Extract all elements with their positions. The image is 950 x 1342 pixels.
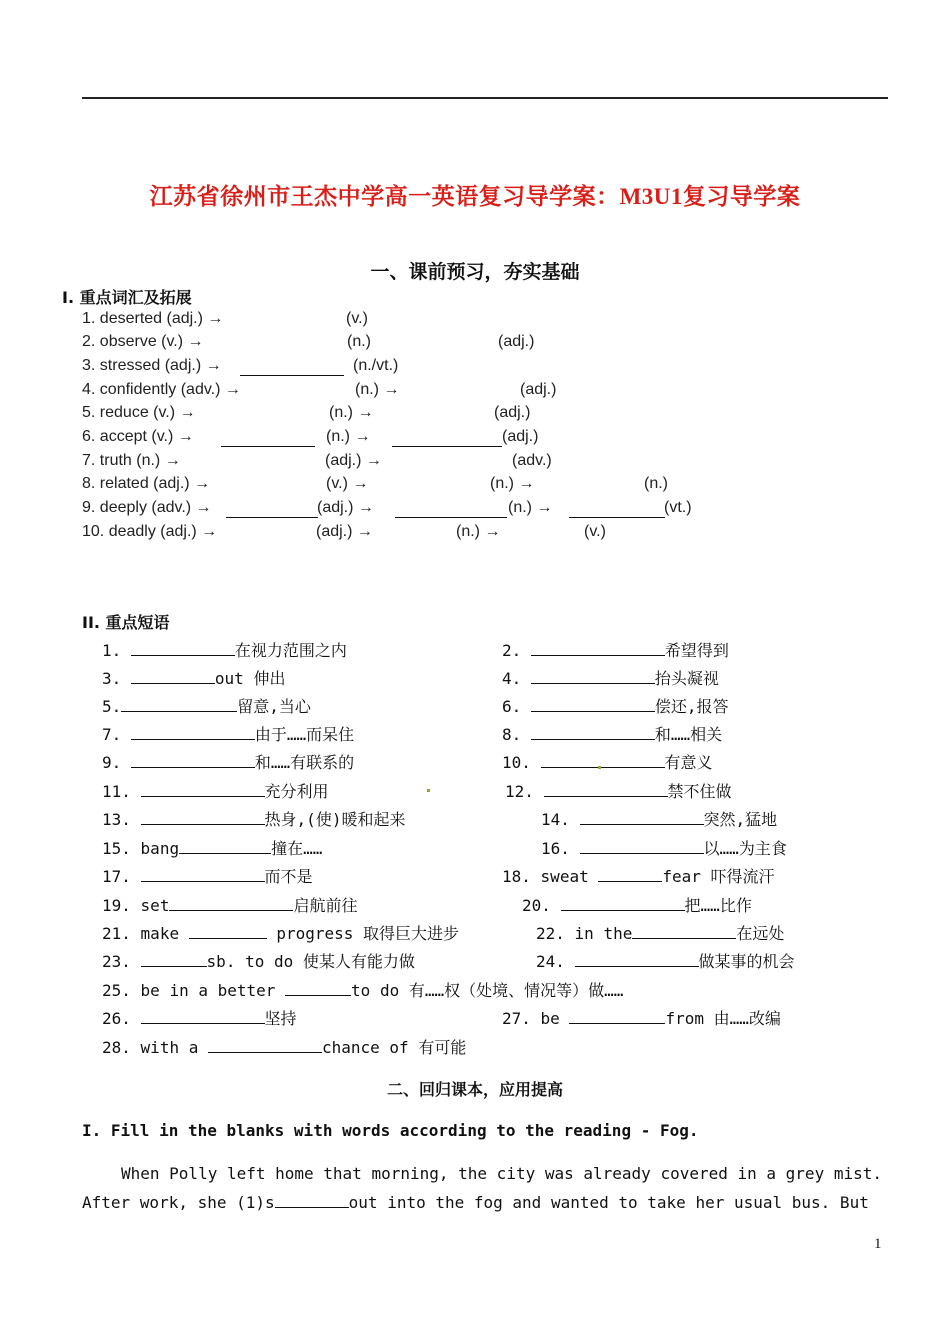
vocab-item-5: 5. reduce (v.) →: [82, 404, 196, 421]
phrase-item-6: 6. 偿还,报答: [502, 697, 729, 716]
vocab-item-8-pos3: (n.): [644, 475, 668, 492]
vocab-item-3-pos: (n./vt.): [353, 357, 399, 374]
phrase-blank[interactable]: [598, 866, 662, 882]
vocab-item-6-pos2: (adj.): [502, 428, 539, 445]
reading-instruction: I. Fill in the blanks with words according to the reading - Fog.: [82, 1121, 699, 1140]
vocab-item-4-pos1: (n.) →: [355, 381, 400, 398]
phrase-blank[interactable]: [632, 923, 736, 939]
phrase-blank[interactable]: [141, 866, 265, 882]
phrase-blank[interactable]: [208, 1037, 322, 1053]
phrase-blank[interactable]: [169, 895, 293, 911]
phrase-item-27: 27. be from 由……改编: [502, 1009, 781, 1028]
phrase-item-25: 25. be in a better to do 有……权（处境、情况等）做……: [102, 981, 624, 1000]
phrase-blank[interactable]: [531, 724, 655, 740]
vocab-blank-9c[interactable]: [569, 502, 665, 518]
page-number: 1: [874, 1236, 882, 1252]
vocab-heading: I. 重点词汇及拓展: [62, 288, 192, 307]
phrase-blank[interactable]: [131, 752, 255, 768]
vocab-item-1: 1. deserted (adj.) →: [82, 310, 224, 327]
phrase-blank[interactable]: [569, 1008, 665, 1024]
phrase-item-22: 22. in the 在远处: [536, 924, 785, 943]
phrase-blank[interactable]: [544, 781, 668, 797]
vocab-item-2-pos2: (adj.): [498, 333, 535, 350]
vocab-item-9: 9. deeply (adv.) →: [82, 499, 212, 516]
vocab-item-7-pos2: (adv.): [512, 452, 552, 469]
phrase-blank[interactable]: [141, 781, 265, 797]
vocab-blank-6b[interactable]: [392, 431, 502, 447]
phrase-blank[interactable]: [580, 809, 704, 825]
vocab-blank-6a[interactable]: [221, 431, 315, 447]
vocab-blank-9a[interactable]: [226, 502, 318, 518]
phrase-item-12: 12. 禁不住做: [505, 782, 732, 801]
phrase-item-15: 15. bang 撞在……: [102, 839, 323, 858]
phrase-item-16: 16. 以……为主食: [541, 839, 787, 858]
phrase-blank[interactable]: [131, 724, 255, 740]
phrase-blank[interactable]: [285, 980, 351, 996]
vocab-item-7: 7. truth (n.) →: [82, 452, 181, 469]
phrase-item-18: 18. sweat fear 吓得流汗: [502, 867, 775, 886]
vocab-item-6: 6. accept (v.) →: [82, 428, 194, 445]
phrase-item-26: 26. 坚持: [102, 1009, 297, 1028]
phrase-blank[interactable]: [541, 752, 665, 768]
phrase-item-23: 23. sb. to do 使某人有能力做: [102, 952, 415, 971]
vocab-item-1-pos: (v.): [346, 310, 368, 327]
vocab-item-9-pos3: (vt.): [664, 499, 692, 516]
vocab-item-5-pos1: (n.) →: [329, 404, 374, 421]
phrase-blank[interactable]: [561, 895, 685, 911]
phrase-item-10: 10. 有意义: [502, 753, 713, 772]
vocab-item-10-pos1: (adj.) →: [316, 523, 373, 540]
section-heading-review: 二、回归课本，应用提高: [386, 1080, 563, 1099]
phrase-item-11: 11. 充分利用: [102, 782, 329, 801]
phrase-blank[interactable]: [189, 923, 267, 939]
phrase-item-14: 14. 突然,猛地: [541, 810, 778, 829]
section-heading-preview: 一、课前预习，夯实基础: [370, 261, 580, 283]
phrase-item-13: 13. 热身,(使)暖和起来: [102, 810, 406, 829]
phrase-blank[interactable]: [531, 640, 665, 656]
phrase-item-24: 24. 做某事的机会: [536, 952, 795, 971]
phrase-item-5: 5. 留意,当心: [102, 697, 311, 716]
phrase-item-3: 3. out 伸出: [102, 669, 286, 688]
vocab-item-9-pos2: (n.) →: [508, 499, 553, 516]
phrase-blank[interactable]: [575, 951, 699, 967]
vocab-item-8-pos2: (n.) →: [490, 475, 535, 492]
vocab-item-2-pos1: (n.): [347, 333, 371, 350]
vocab-item-10: 10. deadly (adj.) →: [82, 523, 218, 540]
header-rule: [82, 97, 888, 99]
vocab-item-8: 8. related (adj.) →: [82, 475, 211, 492]
phrase-item-17: 17. 而不是: [102, 867, 313, 886]
stray-mark: [427, 789, 430, 792]
vocab-item-5-pos2: (adj.): [494, 404, 531, 421]
vocab-blank-3a[interactable]: [240, 360, 344, 376]
phrase-item-1: 1. 在视力范围之内: [102, 641, 347, 660]
phrase-item-2: 2. 希望得到: [502, 641, 729, 660]
phrase-item-8: 8. 和……相关: [502, 725, 723, 744]
phrase-blank[interactable]: [179, 838, 271, 854]
vocab-item-4: 4. confidently (adv.) →: [82, 381, 241, 398]
phrase-blank[interactable]: [531, 696, 655, 712]
phrase-item-21: 21. make progress 取得巨大进步: [102, 924, 460, 943]
phrase-item-7: 7. 由于……而呆住: [102, 725, 355, 744]
phrase-blank[interactable]: [580, 838, 704, 854]
vocab-item-10-pos3: (v.): [584, 523, 606, 540]
vocab-item-6-pos1: (n.) →: [326, 428, 371, 445]
stray-mark: [598, 766, 601, 769]
vocab-item-2: 2. observe (v.) →: [82, 333, 204, 350]
phrase-blank[interactable]: [141, 809, 265, 825]
phrase-blank[interactable]: [121, 696, 237, 712]
phrase-blank[interactable]: [131, 668, 215, 684]
vocab-item-10-pos2: (n.) →: [456, 523, 501, 540]
document-title: 江苏省徐州市王杰中学高一英语复习导学案：M3U1复习导学案: [149, 184, 801, 209]
phrase-blank[interactable]: [531, 668, 655, 684]
phrase-item-9: 9. 和……有联系的: [102, 753, 355, 772]
vocab-blank-9b[interactable]: [395, 502, 507, 518]
phrases-heading: II. 重点短语: [82, 613, 170, 632]
vocab-item-7-pos1: (adj.) →: [325, 452, 382, 469]
vocab-item-4-pos2: (adj.): [520, 381, 557, 398]
reading-blank-1[interactable]: [275, 1192, 349, 1208]
phrase-item-20: 20. 把……比作: [522, 896, 752, 915]
phrase-blank[interactable]: [141, 951, 207, 967]
phrase-blank[interactable]: [141, 1008, 265, 1024]
phrase-blank[interactable]: [131, 640, 235, 656]
phrase-item-4: 4. 抬头凝视: [502, 669, 719, 688]
phrase-item-28: 28. with a chance of 有可能: [102, 1038, 467, 1057]
reading-line-2: After work, she (1)s out into the fog and wanted to take her usual bus. But: [82, 1193, 869, 1212]
vocab-item-9-pos1: (adj.) →: [317, 499, 374, 516]
phrase-item-19: 19. set 启航前往: [102, 896, 358, 915]
vocab-item-8-pos1: (v.) →: [326, 475, 369, 492]
vocab-item-3: 3. stressed (adj.) →: [82, 357, 222, 374]
reading-line-1: When Polly left home that morning, the city was already covered in a grey mist.: [121, 1164, 882, 1183]
